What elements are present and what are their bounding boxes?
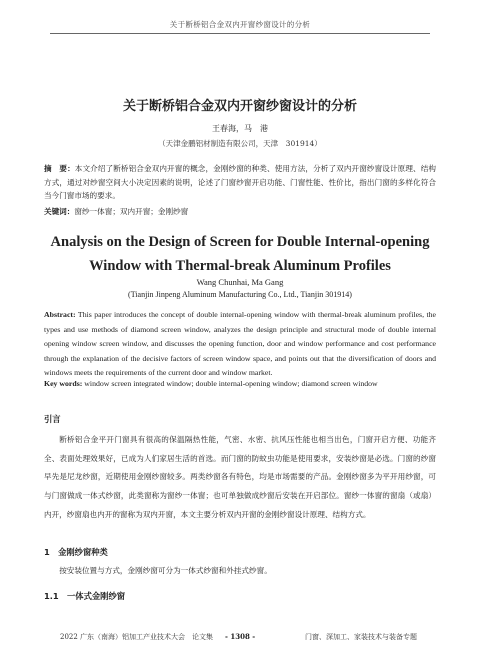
running-head: 关于断桥铝合金双内开窗纱窗设计的分析 — [169, 20, 311, 29]
chinese-keywords — [44, 206, 436, 218]
footer-topic: 门窗、深加工、家装技术与装备专题 — [305, 633, 417, 641]
chinese-title: 关于断桥铝合金双内开窗纱窗设计的分析 — [122, 99, 357, 114]
intro-heading: 引言 — [44, 414, 61, 424]
section-1-1-heading: 1.1 一体式金刚纱窗 — [44, 591, 126, 601]
header-rule — [50, 33, 430, 34]
english-keywords-label: Key words: — [44, 379, 83, 388]
chinese-authors: 王春海，马 港 — [212, 124, 268, 133]
chinese-keywords-label: 关键词： — [44, 207, 75, 216]
intro-paragraph: 断桥铝合金平开门窗具有很高的保温隔热性能，气密、水密、抗风压性能也相当出色，门窗开启方便、功能齐全、表面处理效果好，已成为人们家居生活的首选。而门窗的防蚊虫功能是使用要求，安装纱窗是必选。门窗的纱窗早先是尼龙纱窗，近期使用金刚纱窗较多。两类纱窗各有特色，均是市场需要的产品。金刚纱窗多为平开用纱窗，可与门窗做成一体式纱窗，此类窗称为窗纱一体窗；也可单独做成纱窗后安装在开启部位。窗纱一体窗的窗扇（或扇）内开，纱窗扇也内开的窗称为双内开窗，本文主要分析双内开窗的金刚纱窗设计原理、结构方式。 — [44, 435, 436, 519]
footer-conference: 2022 广东（南海）铝加工产业技术大会 论文集 — [60, 633, 214, 641]
chinese-keywords-text: 窗纱一体窗；双内开窗；金刚纱窗 — [74, 207, 189, 216]
section-1-paragraph: 按安装位置与方式，金刚纱窗可分为一体式纱窗和外挂式纱窗。 — [59, 566, 272, 575]
page-number: - 1308 - — [225, 632, 256, 641]
english-affiliation: (Tianjin Jinpeng Aluminum Manufacturing Co., Ltd., Tianjin 301914) — [128, 290, 352, 299]
english-keywords-text: window screen integrated window; double internal-opening window; diamond screen window — [82, 379, 378, 388]
english-abstract-text: This paper introduces the concept of double internal-opening window with thermal-break aluminum profiles, the types and use methods of diamond screen window, analyzes the design principle and structural mode of double internal opening window screen window, and discusses the opening function, door and window performance and cost performance through the explanation of the decisive factors of screen window space, and points out that the diversification of doors and windows meets the requirements of the current door and window market. — [44, 310, 436, 377]
chinese-abstract — [44, 162, 436, 203]
english-abstract — [44, 308, 436, 381]
chinese-abstract-label: 摘 要： — [44, 164, 75, 173]
english-title: Analysis on the Design of Screen for Double Internal-opening Window with Thermal-break Aluminum Profiles — [50, 234, 430, 274]
english-keywords — [44, 379, 436, 388]
chinese-abstract-text: 本文介绍了断桥铝合金双内开窗的概念，金刚纱窗的种类、使用方法，分析了双内开窗纱窗设计原理、结构方式，通过对纱窗空间大小决定因素的说明，论述了门窗纱窗开启功能、门窗性能、性价比，指出门窗的多样化符合当今门窗市场的要求。 — [44, 164, 437, 200]
chinese-affiliation: （天津金鹏铝材制造有限公司，天津 301914） — [158, 139, 322, 148]
english-authors: Wang Chunhai, Ma Gang — [196, 277, 284, 287]
english-abstract-label: Abstract: — [44, 310, 76, 319]
section-1-heading: 1 金刚纱窗种类 — [44, 547, 108, 557]
